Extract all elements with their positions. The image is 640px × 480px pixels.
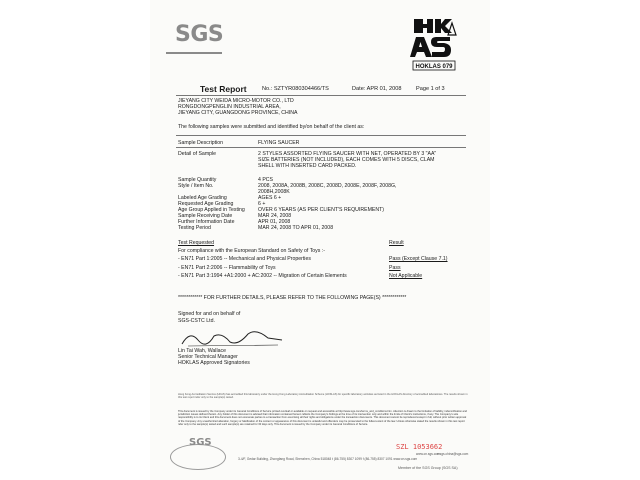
test-row-result: Not Applicable [389, 273, 423, 279]
stamp-logo: SGS [189, 437, 212, 448]
detail-label: Labeled Age Grading [178, 195, 227, 201]
detail-value: 4 PCS [258, 177, 273, 183]
detail-value: 2008H,2008K [258, 189, 290, 195]
hoklas-label: HOKLAS 079 [415, 64, 453, 70]
signed-for-text: Signed for and on behalf of [178, 311, 241, 317]
detail-label: Style / Item No. [178, 183, 214, 189]
test-row-result: Pass [389, 265, 401, 271]
client-intro: The following samples were submitted and identified by/on behalf of the client as: [178, 124, 365, 130]
tests-intro: For compliance with the European Standard on Safety of Toys :- [178, 248, 325, 254]
test-row-name: - EN71 Part 1:2005 -- Mechanical and Physical Properties [178, 256, 311, 262]
header-divider [176, 95, 466, 96]
tests-header: Test Requested [178, 240, 215, 246]
sample-description-value: FLYING SAUCER [258, 140, 300, 146]
sample-detail-line-1: 2 STYLES ASSORTED FLYING SAUCER WITH NET, OPERATED BY 3 "AA" [258, 151, 437, 157]
footer-website: www.cn.sgs.com [416, 452, 440, 456]
detail-label: Sample Receiving Date [178, 213, 233, 219]
report-number [262, 86, 329, 92]
section-divider [176, 135, 466, 136]
client-line-3: JIEYANG CITY, GUANGDONG PROVINCE, CHINA [178, 110, 298, 116]
report-date-value: APR 01, 2008 [366, 86, 402, 92]
detail-label: Further Information Date [178, 219, 235, 225]
signatory-role: HOKLAS Approved Signatories [178, 360, 250, 366]
client-line-2: RONGDONGPENGLIN INDUSTRIAL AREA, [178, 104, 281, 110]
terms-text: This document is issued by the Company under its General Conditions of Service printed overleaf or available on request and accessible at http://www.sgs.com/terms_and_conditions.htm. Attention is drawn to the limitation of liability, indemnification and jurisdiction issues defined therein. Any holder of this document is advised that information contained hereon reflects the Company's findings at the time of its intervention only and within the limits of Client's instructions, if any. The Company's sole responsibility is to its Client and this document does not exonerate parties to a transaction from exercising all their rights and obligations under the transaction documents. This document cannot be reproduced except in full, without prior written approval of the Company. Any unauthorized alteration, forgery or falsification of the content or appearance of this document is unlawful and offenders may be prosecuted to the fullest extent of the law. Unless otherwise stated the results shown in this test report refer only to the sample(s) tested and such sample(s) are retained for 30 days only. This document is issued by the Company under its General Conditions of Service. [178, 410, 467, 426]
serial-number: SZL 1053662 [396, 443, 443, 451]
report-number-label: No.: [262, 86, 273, 92]
detail-label: Age Group Applied in Testing [178, 207, 245, 213]
detail-value: 6 + [258, 201, 266, 207]
test-row-name: - EN71 Part 3:1994 +A1:2000 + AC:2002 -- Migration of Certain Elements [178, 273, 347, 279]
signing-company: SGS-CSTC Ltd. [178, 318, 215, 324]
report-title: Test Report [200, 84, 247, 94]
report-number-value: SZTYR080304466/TS [273, 86, 329, 92]
page-indicator: Page 1 of 3 [416, 86, 445, 92]
further-details-note: ************ FOR FURTHER DETAILS, PLEASE REFER TO THE FOLLOWING PAGE(S) ************ [178, 295, 407, 301]
sample-detail-line-3: SHELL WITH INSERTED CARD PACKED. [258, 163, 357, 169]
detail-value: 2008, 2008A, 2008B, 2008C, 2008D, 2008E, 2008F, 2008G, [258, 183, 397, 189]
sgs-logo: SGS [175, 22, 224, 47]
section-divider [176, 147, 466, 148]
accreditation-note: Hong Kong Accreditation Service (HKAS) has accredited this laboratory under the Hong Kong Laboratory Accreditation Scheme (HOKLAS) for specific laboratory activities as listed in the HOKLAS directory of accredited laboratories. The results shown in this test report refer only to the sample(s) tested. [178, 393, 468, 400]
hoklas-logo-icon [410, 15, 458, 77]
group-member-note: Member of the SGS Group (SGS SA) [398, 466, 458, 470]
detail-value: APR 01, 2008 [258, 219, 291, 225]
detail-label: Sample Quantity [178, 177, 217, 183]
footer-email: e sgs.china@sgs.com [437, 452, 469, 456]
detail-label: Testing Period [178, 225, 211, 231]
detail-value: MAR 24, 2008 TO APR 01, 2008 [258, 225, 334, 231]
sample-description-label: Sample Description [178, 140, 223, 146]
sample-detail-label: Detail of Sample [178, 151, 217, 157]
footer-address: 3-4/F, Gedar Building, Zhongfang Road, Shenzhen, China 518048 t (86-755) 8307 1099 f (86-755) 8307 1091 www.cn.sgs.com [238, 457, 418, 461]
report-date-label: Date: [352, 86, 366, 92]
test-row-result: Pass (Except Clause 7.1) [389, 256, 448, 262]
detail-value: AGES 6 + [258, 195, 282, 201]
client-line-1: JIEYANG CITY WEIDA MICRO-MOTOR CO., LTD [178, 98, 294, 104]
results-header: Result [389, 240, 404, 246]
signature-image [178, 326, 288, 350]
sample-detail-line-2: SIZE BATTERIES (NOT INCLUDED), EACH COMES WITH 5 DISCS, CLAM [258, 157, 435, 163]
detail-label: Requested Age Grading [178, 201, 234, 207]
signatory-name: Lin Tai Wah, Wallace [178, 348, 226, 354]
sgs-logo-rule [166, 52, 222, 54]
report-date [352, 86, 401, 92]
signatory-title: Senior Technical Manager [178, 354, 238, 360]
test-row-name: - EN71 Part 2:2006 -- Flammability of Toys [178, 265, 276, 271]
detail-value: MAR 24, 2008 [258, 213, 292, 219]
detail-value: OVER 6 YEARS (AS PER CLIENT'S REQUIREMENT) [258, 207, 384, 213]
